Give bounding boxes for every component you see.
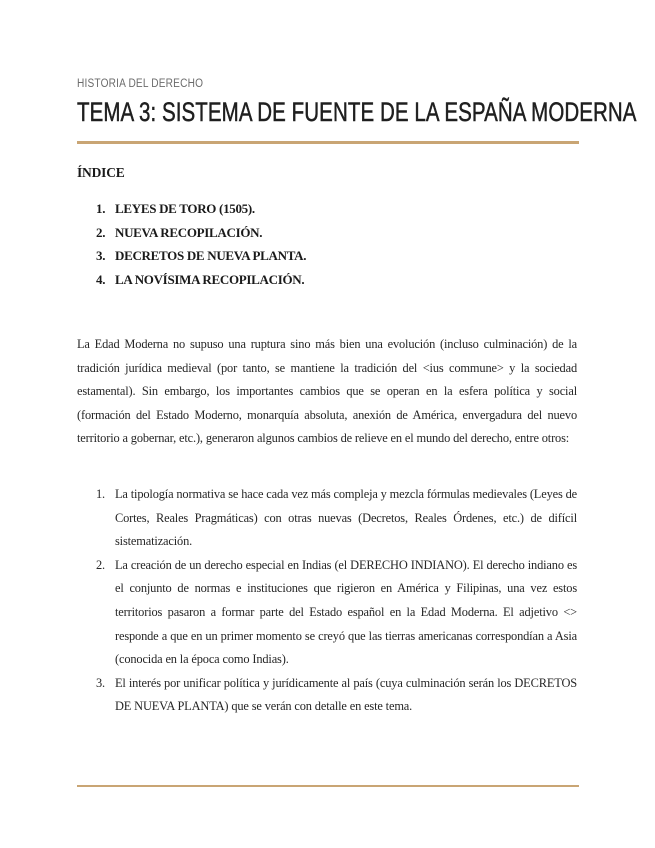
point-number: 2.: [96, 557, 105, 572]
point-number: 3.: [96, 675, 105, 690]
index-item-number: 2.: [96, 224, 106, 240]
point-item: [96, 672, 577, 719]
point-text: La creación de un derecho especial en Indias (el DERECHO INDIANO). El derecho indiano es el conjunto de normas e instituciones que rigieron en América y Filipinas, una vez estos territorios pasaron a formar parte del Estado español en la Edad Moderna. El adjetivo <> responde a que en un primer momento se creyó que las tierras americanas correspondían a Asia (conocida en la época como Indias).: [115, 557, 577, 667]
point-item: [96, 483, 577, 554]
point-text: El interés por unificar política y jurídicamente al país (cuya culminación serán los DECRETOS DE NUEVA PLANTA) que se verán con detalle en este tema.: [115, 675, 577, 714]
point-number: 1.: [96, 487, 105, 501]
subject-label: HISTORIA DEL DERECHO: [77, 78, 204, 90]
index-item-text: NUEVA RECOPILACIÓN.: [115, 224, 263, 240]
index-item: [96, 221, 306, 245]
footer-divider: [77, 785, 579, 787]
index-item-text: LEYES DE TORO (1505).: [115, 201, 255, 216]
page-title: TEMA 3: SISTEMA DE FUENTE DE LA ESPAÑA MODERNA: [77, 97, 637, 127]
index-item: [96, 197, 306, 221]
index-list: [96, 197, 306, 291]
index-item-text: DECRETOS DE NUEVA PLANTA.: [115, 248, 307, 263]
point-text: La tipología normativa se hace cada vez más compleja y mezcla fórmulas medievales (Leyes de Cortes, Reales Pragmáticas) con otras nuevas (Decretos, Reales Órdenes, etc.) de difícil sistematización.: [115, 487, 577, 549]
intro-paragraph: La Edad Moderna no supuso una ruptura sino más bien una evolución (incluso culminación) de la tradición jurídica medieval (por tanto, se mantiene la tradición del <ius commune> y la sociedad estamental). Sin embargo, los importantes cambios que se operan en la esfera política y social (formación del Estado Moderno, monarquía absoluta, anexión de América, envergadura del nuevo territorio a gobernar, etc.), generaron algunos cambios de relieve en el mundo del derecho, entre otros:: [77, 337, 577, 446]
index-item: [96, 244, 306, 268]
index-item-text: LA NOVÍSIMA RECOPILACIÓN.: [115, 271, 305, 287]
point-item: [96, 554, 577, 672]
points-list: [96, 483, 577, 719]
index-item: [96, 268, 306, 292]
index-item-number: 1.: [96, 201, 106, 216]
title-divider: [77, 141, 579, 144]
index-item-number: 3.: [96, 248, 106, 263]
index-heading: ÍNDICE: [77, 165, 125, 180]
index-item-number: 4.: [96, 271, 106, 287]
